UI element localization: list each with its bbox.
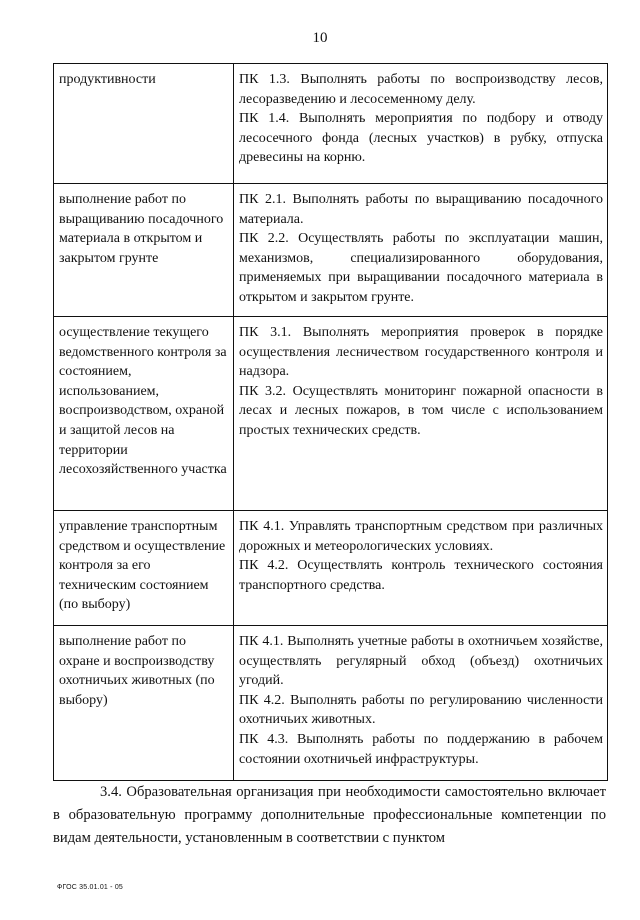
competency-cell <box>234 184 608 317</box>
competency-item: ПК 4.2. Осуществлять контроль технического состояния транспортного средства. <box>239 558 603 593</box>
activity-cell <box>54 317 234 511</box>
activity-text: осуществление текущего ведомственного контроля за состоянием, использованием, воспроизводством, охраной и защитой лесов на территории лесохозяйственного участка <box>59 325 227 478</box>
activity-cell <box>54 511 234 626</box>
activity-cell <box>54 64 234 184</box>
competency-item: ПК 3.1. Выполнять мероприятия проверок в порядке осуществления лесничеством государственного контроля и надзора. <box>239 325 603 380</box>
competency-cell <box>234 626 608 781</box>
competency-item: ПК 4.3. Выполнять работы по поддержанию в рабочем состоянии охотничьей инфраструктуры. <box>239 731 603 767</box>
table-row <box>54 317 608 511</box>
competency-item: ПК 2.1. Выполнять работы по выращиванию посадочного материала. <box>239 192 603 227</box>
activity-cell <box>54 626 234 781</box>
competency-cell <box>234 511 608 626</box>
competency-cell <box>234 317 608 511</box>
table-row <box>54 626 608 781</box>
competency-item: ПК 1.3. Выполнять работы по воспроизводству лесов, лесоразведению и лесосеменному делу. <box>239 72 603 107</box>
competency-item: ПК 1.4. Выполнять мероприятия по подбору и отводу лесосечного фонда (лесных участков) в рубку, отпуска древесины на корню. <box>239 111 603 166</box>
competency-item: ПК 3.2. Осуществлять мониторинг пожарной опасности в лесах и лесных пожаров, в том числе с использованием простых технических средств. <box>239 383 603 438</box>
competency-cell <box>234 64 608 184</box>
document-footer: ФГОС 35.01.01 - 05 <box>57 884 124 891</box>
activity-text: выполнение работ по охране и воспроизводству охотничьих животных (по выбору) <box>59 634 215 708</box>
competency-item: ПК 4.1. Выполнять учетные работы в охотничьем хозяйстве, осуществлять регулярный обход (объезд) охотничьих угодий. <box>239 634 603 689</box>
table-row <box>54 184 608 317</box>
activity-text: выполнение работ по выращиванию посадочного материала в открытом и закрытом грунте <box>59 192 224 266</box>
competencies-table <box>53 63 608 781</box>
body-paragraph: 3.4. Образовательная организация при необходимости самостоятельно включает в образовательную программу дополнительные профессиональные компетенции по видам деятельности, установленным в соответствии с пунктом <box>53 784 606 846</box>
table-row <box>54 64 608 184</box>
competency-item: ПК 4.2. Выполнять работы по регулированию численности охотничьих животных. <box>239 692 603 728</box>
competency-item: ПК 4.1. Управлять транспортным средством при различных дорожных и метеорологических условиях. <box>239 519 603 554</box>
activity-text: продуктивности <box>59 72 156 87</box>
competency-item: ПК 2.2. Осуществлять работы по эксплуатации машин, механизмов, специализированного оборудования, применяемых при выращивании посадочного материала в открытом и закрытом грунте. <box>239 231 603 305</box>
activity-cell <box>54 184 234 317</box>
page-number: 10 <box>312 30 328 46</box>
activity-text: управление транспортным средством и осуществление контроля за его техническим состоянием (по выбору) <box>59 519 226 613</box>
table-row <box>54 511 608 626</box>
